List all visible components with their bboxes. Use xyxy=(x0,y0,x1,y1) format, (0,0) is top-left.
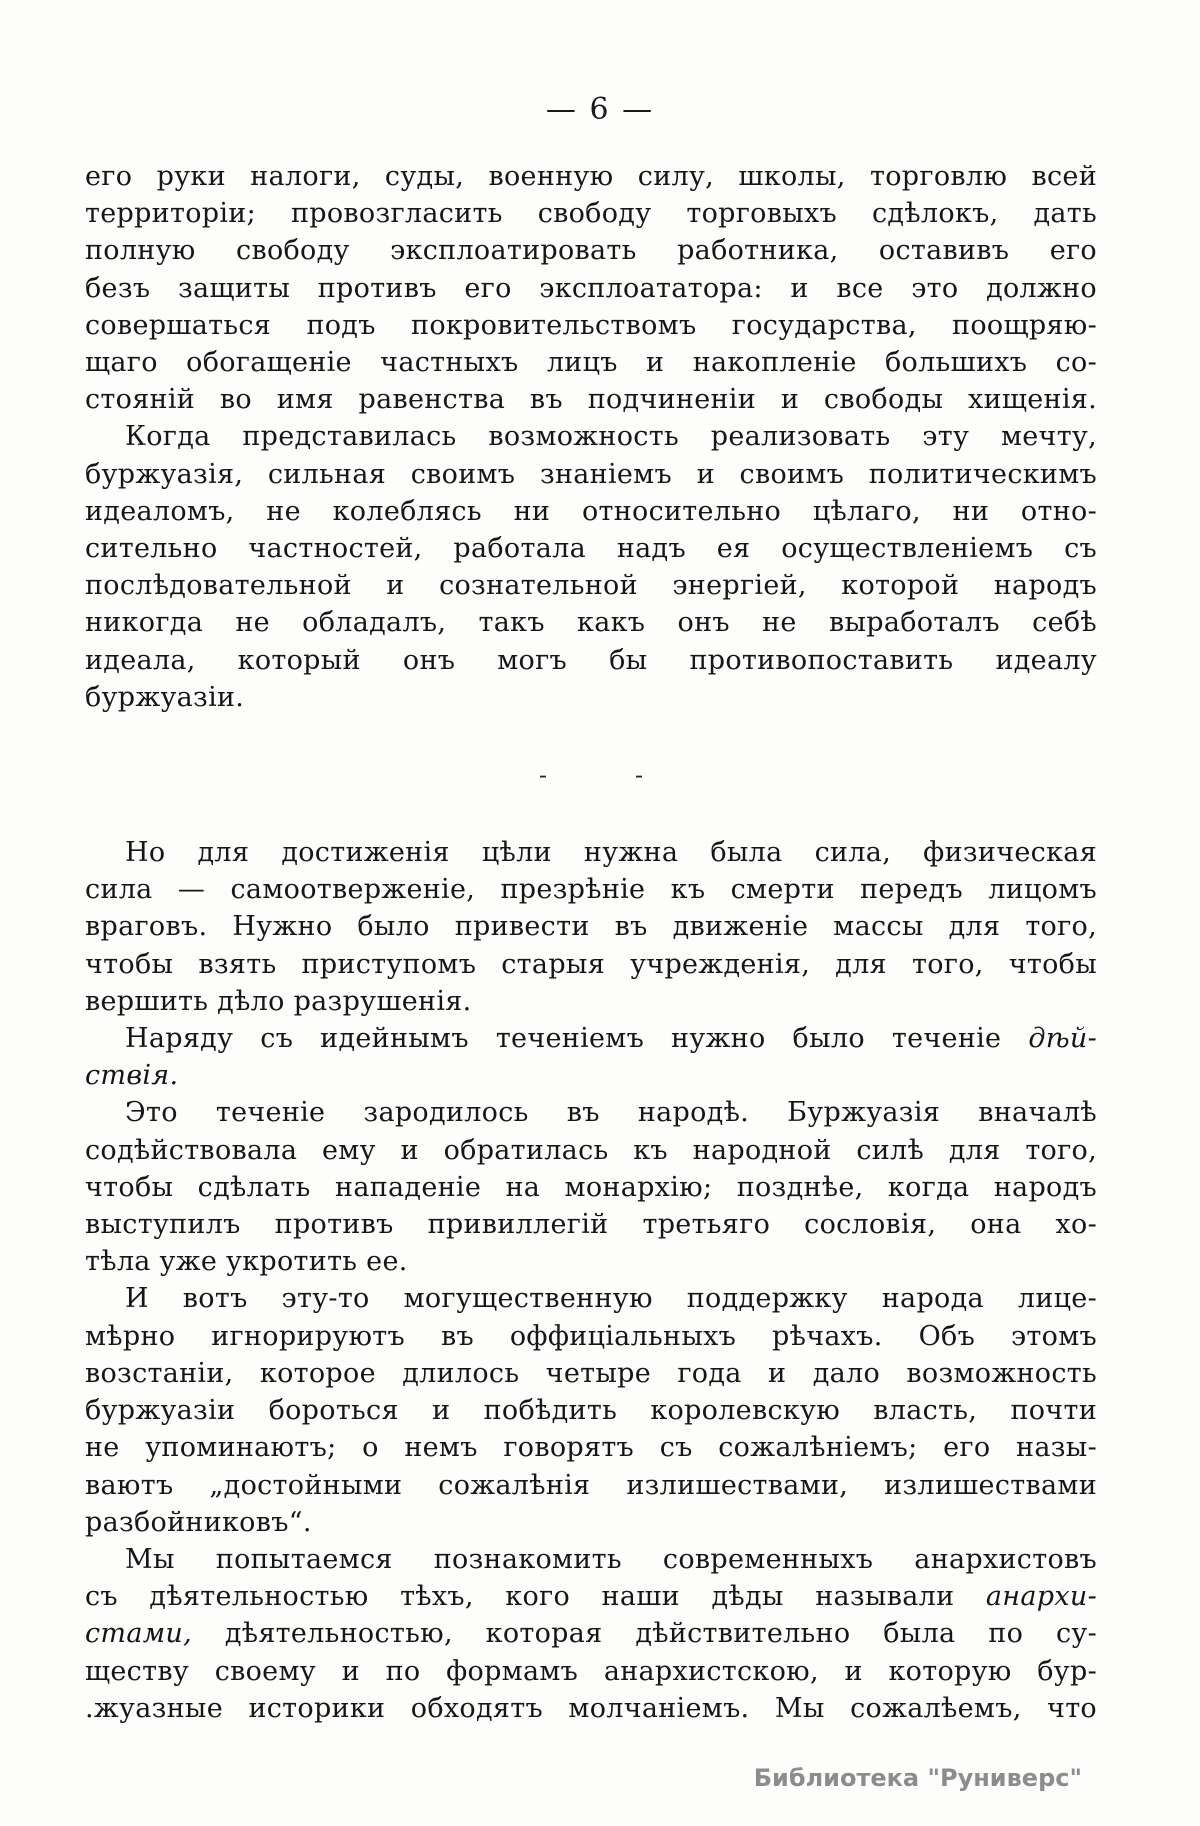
text-line xyxy=(85,1653,1097,1690)
paragraph xyxy=(85,1094,1097,1280)
text-line xyxy=(85,1355,1097,1392)
body-text: съ дѣятельностью тѣхъ, кого наши дѣды называли xyxy=(85,1581,986,1613)
paragraph xyxy=(85,834,1097,1020)
body-text: Когда представилась возможность реализовать эту мечту, xyxy=(125,421,1097,453)
body-text: стояній во имя равенства въ подчиненіи и свободы хищенія. xyxy=(85,384,1097,416)
body-text: выступилъ противъ привиллегій третьяго сословія, она хо- xyxy=(85,1209,1097,1241)
text-line xyxy=(85,871,1097,908)
paragraph xyxy=(85,1541,1097,1727)
text-line xyxy=(85,679,1097,716)
body-text: дѣятельностью, которая дѣйствительно была по су- xyxy=(191,1618,1097,1650)
text-line xyxy=(85,530,1097,567)
text-line xyxy=(85,195,1097,232)
body-text: совершаться подъ покровительствомъ государства, поощряю- xyxy=(85,309,1097,341)
body-text: тѣла уже укротить ее. xyxy=(85,1246,408,1278)
body-text: послѣдовательной и сознательной энергіей, которой народъ xyxy=(85,570,1097,602)
section-divider xyxy=(85,716,1097,834)
text-line xyxy=(85,834,1097,871)
text-line xyxy=(85,456,1097,493)
text-line xyxy=(85,418,1097,455)
body-text: .жуазные историки обходятъ молчаніемъ. Мы сожалѣемъ, что xyxy=(85,1692,1097,1724)
body-text: территоріи; провозгласить свободу торговыхъ сдѣлокъ, дать xyxy=(85,198,1097,230)
body-text: Это теченіе зародилось въ народѣ. Буржуазія вначалѣ xyxy=(125,1097,1097,1129)
body-text: Но для достиженія цѣли нужна была сила, физическая xyxy=(125,837,1097,869)
italic-text: дѣй- xyxy=(1028,1023,1097,1055)
body-text: идеаломъ, не колеблясь ни относительно цѣлаго, ни отно- xyxy=(85,495,1097,527)
body-text: щаго обогащеніе частныхъ лицъ и накопленіе большихъ со- xyxy=(85,347,1097,379)
body-text: И вотъ эту-то могущественную поддержку народа лице- xyxy=(125,1283,1097,1315)
text-line xyxy=(85,1578,1097,1615)
text-line xyxy=(85,946,1097,983)
body-text: враговъ. Нужно было привести въ движеніе массы для того, xyxy=(85,911,1097,943)
body-text: его руки налоги, суды, военную силу, школы, торговлю всей xyxy=(85,161,1097,192)
body-text: Мы попытаемся познакомить современныхъ анархистовъ xyxy=(125,1543,1097,1575)
text-line xyxy=(85,1318,1097,1355)
body-text: содѣйствовала ему и обратилась къ народной силѣ для того, xyxy=(85,1134,1097,1166)
text-line xyxy=(85,642,1097,679)
text-line xyxy=(85,1615,1097,1652)
body-text: не упоминаютъ; о немъ говорятъ съ сожалѣніемъ; его назы- xyxy=(85,1432,1097,1464)
text-line xyxy=(85,1020,1097,1057)
body-text: Наряду съ идейнымъ теченіемъ нужно было теченіе xyxy=(125,1023,1029,1055)
body-text: безъ защиты противъ его эксплоататора: и все это должно xyxy=(85,272,1097,304)
text-line xyxy=(85,1094,1097,1131)
body-text: чтобы сдѣлать нападеніе на монархію; позднѣе, когда народъ xyxy=(85,1171,1097,1203)
body-text: ществу своему и по формамъ анархистскою, и которую бур- xyxy=(85,1655,1097,1687)
paragraph xyxy=(85,1020,1097,1094)
text-line xyxy=(85,493,1097,530)
text-line xyxy=(85,983,1097,1020)
body-text: возстаніи, которое длилось четыре года и дало возможность xyxy=(85,1357,1097,1389)
body-text: мѣрно игнорируютъ въ оффиціальныхъ рѣчахъ. Объ этомъ xyxy=(85,1320,1097,1352)
text-line xyxy=(85,307,1097,344)
text-line xyxy=(85,567,1097,604)
body-text: сительно частностей, работала надъ ея осуществленіемъ съ xyxy=(85,533,1097,565)
body-text: разбойниковъ“. xyxy=(85,1506,312,1538)
text-line xyxy=(85,1243,1097,1280)
text-line xyxy=(85,1206,1097,1243)
paragraph xyxy=(85,158,1097,418)
text-line xyxy=(85,1057,1097,1094)
paragraph xyxy=(85,418,1097,716)
text-line xyxy=(85,158,1097,195)
text-line xyxy=(85,1541,1097,1578)
body-text: чтобы взять приступомъ старыя учрежденія, для того, чтобы xyxy=(85,948,1097,980)
text-line xyxy=(85,1392,1097,1429)
body-text: буржуазіи бороться и побѣдить королевскую власть, почти xyxy=(85,1395,1097,1427)
page-number: — 6 — xyxy=(545,92,655,127)
paragraph xyxy=(85,1280,1097,1540)
divider-dash-right: - xyxy=(635,761,644,790)
divider-dash-left: - xyxy=(538,761,547,790)
text-line xyxy=(85,344,1097,381)
text-line xyxy=(85,1169,1097,1206)
text-line xyxy=(85,604,1097,641)
body-text: никогда не обладалъ, такъ какъ онъ не выработалъ себѣ xyxy=(85,607,1097,639)
body-text: сила — самоотверженіе, презрѣніе къ смерти передъ лицомъ xyxy=(85,874,1097,906)
text-line xyxy=(85,270,1097,307)
body-text: вершить дѣло разрушенія. xyxy=(85,985,472,1017)
body-text: буржуазія, сильная своимъ знаніемъ и своимъ политическимъ xyxy=(85,458,1097,490)
italic-text: анархи- xyxy=(985,1581,1097,1613)
body-text: полную свободу эксплоатировать работника, оставивъ его xyxy=(85,235,1097,267)
text-line xyxy=(85,1280,1097,1317)
body-text: буржуазіи. xyxy=(85,681,245,713)
body-text: ваютъ „достойными сожалѣнія излишествами, излишествами xyxy=(85,1469,1097,1501)
library-watermark: Библиотека "Руниверс" xyxy=(753,1764,1082,1792)
text-line xyxy=(85,232,1097,269)
text-line xyxy=(85,1467,1097,1504)
text-line xyxy=(85,1690,1097,1727)
text-line xyxy=(85,381,1097,418)
italic-text: ствія. xyxy=(85,1060,179,1092)
text-line xyxy=(85,1132,1097,1169)
italic-text: стами, xyxy=(85,1618,192,1650)
text-block xyxy=(85,158,1097,1727)
text-line xyxy=(85,1504,1097,1541)
text-line xyxy=(85,908,1097,945)
text-line xyxy=(85,1429,1097,1466)
body-text: идеала, который онъ могъ бы противопоставить идеалу xyxy=(85,644,1097,676)
